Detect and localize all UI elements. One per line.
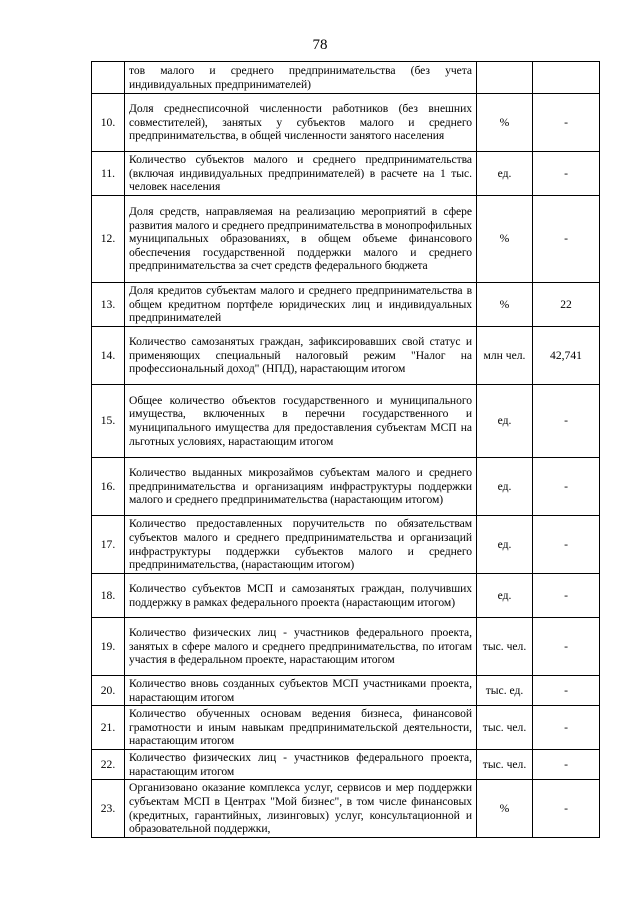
indicator-name-cell: Количество субъектов МСП и самозанятых граждан, получивших поддержку в рамках федерального проекта (нарастающим итогом) [125, 574, 477, 618]
indicator-name-cell: Доля кредитов субъектам малого и среднего предпринимательства в общем кредитном портфеле юридических лиц и индивидуальных предпринимателей [125, 283, 477, 327]
unit-cell: ед. [477, 574, 533, 618]
table-row [92, 750, 600, 780]
unit-cell: ед. [477, 152, 533, 196]
unit-cell: млн чел. [477, 327, 533, 385]
table-row [92, 385, 600, 458]
unit-cell: % [477, 283, 533, 327]
table-row [92, 706, 600, 750]
table-row [92, 516, 600, 574]
value-cell: 42,741 [533, 327, 600, 385]
indicator-name-cell: Количество вновь созданных субъектов МСП участниками проекта, нарастающим итогом [125, 676, 477, 706]
unit-cell: ед. [477, 516, 533, 574]
value-cell: - [533, 706, 600, 750]
row-number-cell: 11. [92, 152, 125, 196]
table-row [92, 327, 600, 385]
row-number-cell [92, 62, 125, 94]
indicator-name-cell: Количество самозанятых граждан, зафиксировавших свой статус и применяющих специальный налоговый режим "Налог на профессиональный доход" (НПД), нарастающим итогом [125, 327, 477, 385]
indicator-name-cell: Доля среднесписочной численности работников (без внешних совместителей), занятых у субъектов малого и среднего предпринимательства, в общей численности занятого населения [125, 94, 477, 152]
indicator-name-cell: Общее количество объектов государственного и муниципального имущества, включенных в перечни государственного и муниципального имущества для предоставления субъектам МСП на льготных условиях, нарастающим итогом [125, 385, 477, 458]
value-cell: - [533, 458, 600, 516]
table-row [92, 574, 600, 618]
unit-cell: ед. [477, 458, 533, 516]
row-number-cell: 21. [92, 706, 125, 750]
value-cell: - [533, 152, 600, 196]
row-number-cell: 20. [92, 676, 125, 706]
indicator-name-cell: Организовано оказание комплекса услуг, сервисов и мер поддержки субъектам МСП в Центрах "Мой бизнес", в том числе финансовых (кредитных, гарантийных, лизинговых) услуг, консультационной и образовательной поддержки, [125, 780, 477, 838]
unit-cell: тыс. ед. [477, 676, 533, 706]
row-number-cell: 19. [92, 618, 125, 676]
table-row [92, 458, 600, 516]
indicator-name-cell: тов малого и среднего предпринимательства (без учета индивидуальных предпринимателей) [125, 62, 477, 94]
value-cell: - [533, 516, 600, 574]
row-number-cell: 18. [92, 574, 125, 618]
table-row [92, 62, 600, 94]
row-number-cell: 15. [92, 385, 125, 458]
indicator-name-cell: Количество физических лиц - участников федерального проекта, нарастающим итогом [125, 750, 477, 780]
row-number-cell: 10. [92, 94, 125, 152]
unit-cell: тыс. чел. [477, 618, 533, 676]
value-cell: - [533, 385, 600, 458]
row-number-cell: 23. [92, 780, 125, 838]
value-cell: 22 [533, 283, 600, 327]
table-row [92, 196, 600, 283]
value-cell: - [533, 196, 600, 283]
value-cell: - [533, 618, 600, 676]
indicator-name-cell: Количество выданных микрозаймов субъектам малого и среднего предпринимательства и организациям инфраструктуры поддержки малого и среднего предпринимательства (нарастающим итогом) [125, 458, 477, 516]
table-row [92, 283, 600, 327]
row-number-cell: 14. [92, 327, 125, 385]
value-cell: - [533, 676, 600, 706]
unit-cell: тыс. чел. [477, 706, 533, 750]
row-number-cell: 17. [92, 516, 125, 574]
indicator-name-cell: Количество обученных основам ведения бизнеса, финансовой грамотности и иным навыкам предпринимательской деятельности, нарастающим итогом [125, 706, 477, 750]
value-cell [533, 62, 600, 94]
row-number-cell: 12. [92, 196, 125, 283]
indicator-name-cell: Количество предоставленных поручительств по обязательствам субъектов малого и среднего предпринимательства и организаций инфраструктуры поддержки субъектов малого и среднего предпринимательства, (нарастающим итогом) [125, 516, 477, 574]
row-number-cell: 22. [92, 750, 125, 780]
value-cell: - [533, 750, 600, 780]
value-cell: - [533, 94, 600, 152]
indicators-table [91, 61, 600, 838]
unit-cell: % [477, 94, 533, 152]
unit-cell [477, 62, 533, 94]
value-cell: - [533, 574, 600, 618]
table-row [92, 618, 600, 676]
unit-cell: % [477, 196, 533, 283]
table-row [92, 152, 600, 196]
table-row [92, 676, 600, 706]
row-number-cell: 16. [92, 458, 125, 516]
table-row [92, 94, 600, 152]
row-number-cell: 13. [92, 283, 125, 327]
unit-cell: ед. [477, 385, 533, 458]
indicator-name-cell: Количество субъектов малого и среднего предпринимательства (включая индивидуальных предпринимателей) в расчете на 1 тыс. человек населения [125, 152, 477, 196]
indicator-name-cell: Количество физических лиц - участников федерального проекта, занятых в сфере малого и среднего предпринимательства, по итогам участия в федеральном проекте, нарастающим итогом [125, 618, 477, 676]
unit-cell: тыс. чел. [477, 750, 533, 780]
unit-cell: % [477, 780, 533, 838]
value-cell: - [533, 780, 600, 838]
page-number: 78 [312, 37, 328, 53]
indicator-name-cell: Доля средств, направляемая на реализацию мероприятий в сфере развития малого и среднего предпринимательства в монопрофильных муниципальных образованиях, в общем объеме финансового обеспечения государственной поддержки малого и среднего предпринимательства за счет средств федерального бюджета [125, 196, 477, 283]
table-row [92, 780, 600, 838]
